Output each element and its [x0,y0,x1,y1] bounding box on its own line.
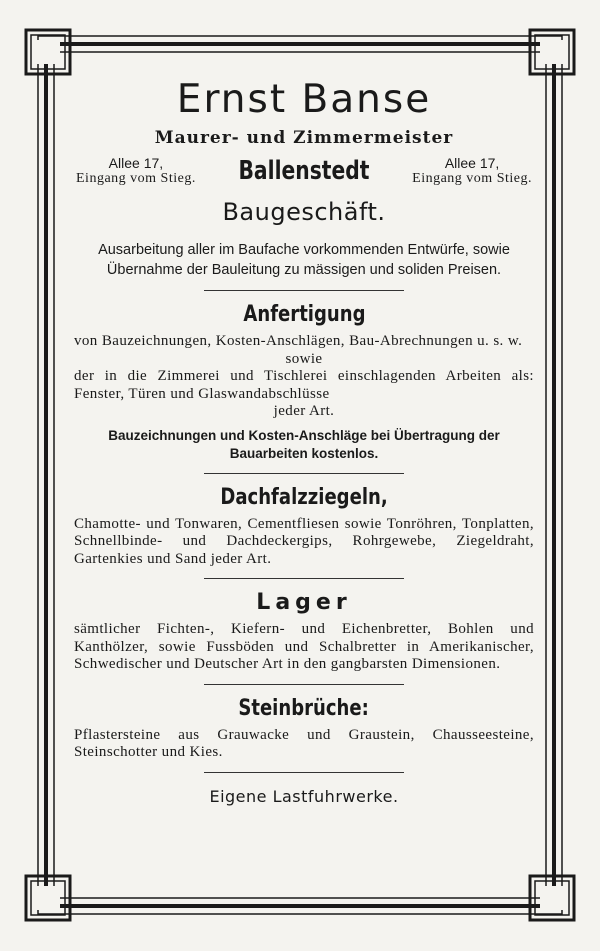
divider [204,290,404,291]
section-text: Chamotte- und Tonwaren, Cementfliesen sowie Tonröhren, Tonplatten, Schnellbinde- und Dachdeckergips, Rohrgewebe, Ziegeldraht, Gartenkies und Sand jeder Art. [74,515,534,567]
advertisement-content [74,70,534,806]
section-title: Lager [256,590,352,615]
section-title: Anfertigung [242,302,366,327]
section-title: Dachfalzziegeln, [220,484,388,510]
section-title: Steinbrüche: [238,695,370,721]
section-text: der in die Zimmerei und Tischlerei einschlagenden Arbeiten als: Fenster, Türen und Glaswandabschlüsse [74,368,534,402]
divider [204,578,404,579]
section-dachfalzziegeln [74,484,534,569]
section-text: sämtlicher Fichten-, Kiefern- und Eichenbretter, Bohlen und Kanthölzer, sowie Fussböden und Schalbretter in Amerikanischer, Schwedischer und Deutscher Art in den gangbarsten Dimensionen. [74,621,534,672]
section-anfertigung [74,301,534,463]
address-right [412,156,532,186]
section-steinbrueche [74,695,534,762]
divider [204,684,404,685]
section-text: jeder Art. [273,403,335,419]
section-text: von Bauzeichnungen, Kosten-Anschlägen, Bau-Abrechnungen u. s. w. [74,333,523,349]
divider [204,772,404,773]
address-row [74,156,534,186]
business-type: Baugeschäft. [222,198,386,226]
address-left-line1: Allee 17, [108,155,164,171]
address-left [76,156,196,186]
profession-title: Maurer- und Zimmermeister [154,128,454,148]
address-right-line2: Eingang vom Stieg. [412,171,532,186]
divider [204,473,404,474]
section-lager [74,589,534,674]
city-name: Ballenstedt [238,156,370,186]
company-name: Ernst Banse [176,77,432,122]
intro-text: Ausarbeitung aller im Baufache vorkommenden Entwürfe, sowie Übernahme der Bauleitung zu mässigen und soliden Preisen. [98,242,510,278]
footer-text: Eigene Lastfuhrwerke. [209,786,399,806]
section-text: Pflastersteine aus Grauwacke und Graustein, Chausseesteine, Steinschotter und Kies. [74,726,534,760]
section-note: Bauzeichnungen und Kosten-Anschläge bei Übertragung der Bauarbeiten kostenlos. [108,427,500,461]
section-text: sowie [285,350,323,367]
address-left-line2: Eingang vom Stieg. [76,171,196,186]
address-right-line1: Allee 17, [444,155,500,171]
